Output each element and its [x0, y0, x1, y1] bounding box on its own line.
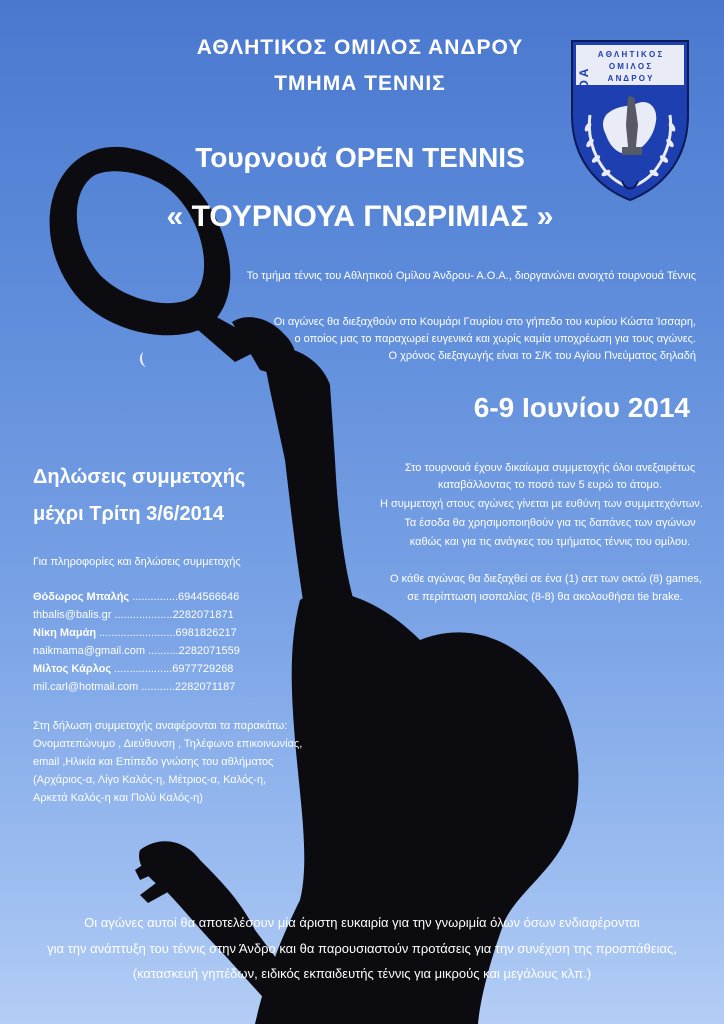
tournament-title: Τουρνουά OPEN TENNIS	[195, 142, 525, 173]
logo-letters: Α Ο Α	[577, 68, 591, 102]
requirements-line: Στη δήλωση συμμετοχής αναφέρονται τα παρακάτω:	[33, 720, 288, 732]
leader-dots: ..........	[145, 645, 179, 657]
club-name: ΑΘΛΗΤΙΚΟΣ ΟΜΙΛΟΣ ΑΝΔΡΟΥ	[196, 36, 524, 59]
logo-line2: Ο Μ Ι Λ Ο Σ	[608, 62, 652, 71]
closing-line-1: Οι αγώνες αυτοί θα αποτελέσουν μία άριστη ευκαιρία για την γνωριμία όλων όσων ενδιαφέρονται	[84, 915, 640, 930]
contact-row	[33, 678, 240, 696]
venue-line-3: Ο χρόνος διεξαγωγής είναι το Σ/Κ του Αγίου Πνεύματος δηλαδή	[388, 350, 696, 362]
contact-row	[33, 642, 240, 660]
contact-row	[33, 588, 240, 606]
contact-fax[interactable]: 2282071559	[178, 645, 240, 657]
contact-fax[interactable]: 2282071187	[174, 681, 236, 693]
format-line-2: σε περίπτωση ισοπαλίας (8-8) θα ακολουθήσει tie brake.	[407, 591, 683, 603]
contact-fax[interactable]: 2282071871	[172, 609, 234, 621]
contact-name: Θόδωρος Μπαλής	[33, 591, 130, 603]
venue-line-2: ο οποίος μας το παραχωρεί ευγενικά και χωρίς καμία υποχρέωση για τους αγώνες.	[294, 333, 696, 345]
rules-line-5: καθώς και για τις ανάγκες του τμήματος τέννις του ομίλου.	[409, 536, 691, 548]
contact-email[interactable]: naikmama@gmail.com	[33, 645, 146, 657]
venue-line-1: Οι αγώνες θα διεξαχθούν στο Κουμάρι Γαυρίου στο γήπεδο του κυρίου Κώστα Ίσσαρη,	[273, 316, 696, 328]
rules-line-4: Τα έσοδα θα χρησιμοποιηθούν για τις δαπάνες των αγώνων	[404, 517, 696, 529]
contact-phone[interactable]: 6944566646	[178, 591, 240, 603]
leader-dots: ...........	[138, 681, 175, 693]
requirements-line: Ονοματεπώνυμο , Διεύθυνση , Τηλέφωνο επικοινωνίας,	[33, 738, 303, 750]
leader-dots: ...................	[111, 609, 173, 621]
tournament-dates: 6-9 Ιουνίου 2014	[473, 392, 690, 423]
registration-info: Για πληροφορίες και δηλώσεις συμμετοχής	[33, 556, 241, 568]
logo-line3: Α Ν Δ Ρ Ο Υ	[607, 74, 653, 83]
contact-email[interactable]: mil.carl@hotmail.com	[33, 681, 139, 693]
club-logo	[566, 35, 694, 203]
contacts-list	[33, 588, 240, 696]
closing-line-3: (κατασκευή γηπέδων, ειδικός εκπαιδευτής τέννις για μικρούς και μεγάλους κλπ.)	[132, 966, 592, 981]
tournament-subtitle: « ΤΟΥΡΝΟΥΑ ΓΝΩΡΙΜΙΑΣ »	[166, 200, 554, 233]
rules-line-2: καταβάλλοντας το ποσό των 5 ευρώ το άτομο.	[437, 479, 663, 491]
contact-row	[33, 606, 240, 624]
contact-phone[interactable]: 6977729268	[172, 663, 234, 675]
format-line-1: Ο κάθε αγώνας θα διεξαχθεί σε ένα (1) σετ των οκτώ (8) games,	[390, 573, 702, 585]
leader-dots: ...............	[129, 591, 179, 603]
contact-row	[33, 624, 240, 642]
requirements-line: Αρκετά Καλός-η και Πολύ Καλός-η)	[33, 792, 203, 804]
rules-line-3: Η συμμετοχή στους αγώνες γίνεται με ευθύνη των συμμετεχόντων.	[380, 498, 703, 510]
section-name: ΤΜΗΜΑ ΤΕΝΝΙΣ	[274, 72, 446, 95]
registration-deadline: μέχρι Τρίτη 3/6/2014	[33, 503, 224, 525]
requirements-line: (Αρχάριος-α, Λίγο Καλός-η, Μέτριος-α, Καλός-η,	[33, 774, 267, 786]
contact-name: Μίλτος Κάρλος	[33, 663, 112, 675]
requirements-block	[33, 717, 302, 807]
contact-phone[interactable]: 6981826217	[175, 627, 237, 639]
leader-dots: ...................	[111, 663, 173, 675]
requirements-line: email ,Ηλικία και Επίπεδο γνώσης του αθλήματος	[33, 756, 274, 768]
rules-line-1: Στο τουρνουά έχουν δικαίωμα συμμετοχής όλοι ανεξαιρέτως	[404, 462, 696, 474]
logo-line1: Α Θ Λ Η Τ Ι Κ Ο Σ	[597, 50, 663, 59]
closing-line-2: για την ανάπτυξη του τέννις στην Άνδρο και θα παρουσιαστούν προτάσεις για την συνέχιση της προσπάθειας,	[47, 941, 677, 956]
registration-heading: Δηλώσεις συμμετοχής	[33, 466, 246, 488]
leader-dots: .........................	[96, 627, 176, 639]
intro-text: Το τμήμα τέννις του Αθλητικού Ομίλου Άνδρου- Α.Ο.Α., διοργανώνει ανοιχτό τουρνουά Τέννις	[246, 270, 696, 282]
contact-row	[33, 660, 240, 678]
contact-email[interactable]: thbalis@balis.gr	[33, 609, 112, 621]
contact-name: Νίκη Μαμάη	[33, 627, 97, 639]
